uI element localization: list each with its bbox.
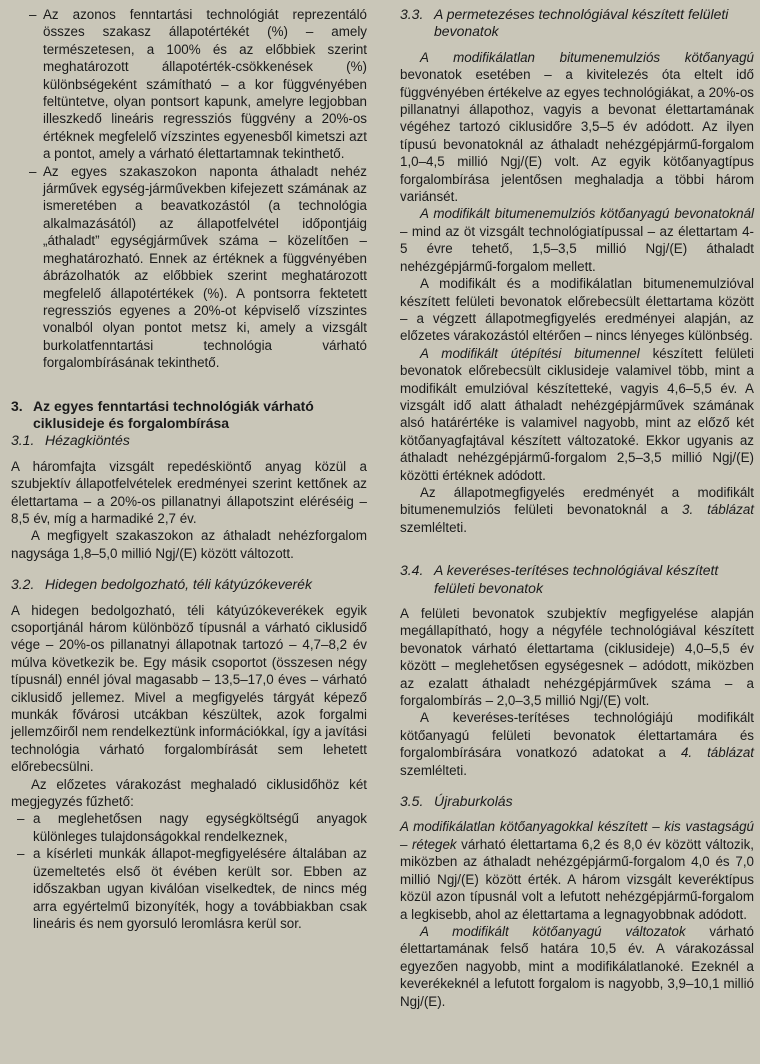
paragraph-text: bevonatok esetében – a kivitelezés óta eltelt idő függvényében értékelve az egyes technológiákat, a 20%-os pillanatnyi állapothoz, vagyis a bevonat élettartamának végéhez tartozó ciklusidőre 3,5–5 év adódott. Az ilyen típusú bevonatoknál az áthaladt nehézgépjármű-forgalom 1,0–4,5 millió Ngj/(E) volt. Az egyik kötőanyagtípus forgalombírása jelentősen meghaladja a többi három variánsét. — [400, 67, 754, 205]
method-bullet-list — [11, 6, 367, 372]
section-number: 3.3. — [400, 6, 424, 22]
section-3-2-heading — [11, 576, 367, 593]
section-3-heading — [11, 398, 367, 433]
table-reference: 3. táblázat — [682, 502, 754, 518]
paragraph — [400, 205, 754, 275]
paragraph: A hidegen bedolgozható, téli kátyúzókeverékek egyik csoportjánál három különböző típusnál a várható ciklusidő vége – 20%-os pillanatnyi állapotnak tartozó – 4,7–8,2 év múlva következik be. Egy másik csoportot (összesen négy típusnál) ennél jóval magasabb – 13,5–17,0 éves – várható ciklusidő jellemez. Mivel a megfigyelés tárgyát képező munkák fővárosi utcákban készültek, azok forgalmi jellemzőiről nem rendelkeztünk információkkal, így a javítási technológia várható forgalombírását sem lehetett előrebecsülni. — [11, 602, 367, 775]
section-title: Hézagkiöntés — [45, 432, 130, 449]
remark-item: – a kísérleti munkák állapot-megfigyelésére általában az üzemeltetés első öt évében került sor. Ebben az időszakban ugyan kiválóan viselkedtek, de nincs még arra egyértelmű bizonyíték, hogy a továbbiakban csak lineáris és nem gyorsuló leromlásra kerül sor. — [11, 845, 367, 932]
emphasis: A modifikálatlan kötőanyagokkal készített – kis vastagságú – rétegek — [400, 819, 754, 852]
section-3-5-heading — [400, 793, 754, 810]
paragraph — [400, 484, 754, 536]
paragraph — [400, 49, 754, 206]
section-title: Az egyes fenntartási technológiák várható ciklusideje és forgalombírása — [33, 397, 314, 431]
emphasis: A modifikált kötőanyagú változatok — [420, 923, 686, 939]
paragraph — [400, 923, 754, 1010]
method-bullet: – Az egyes szakaszokon naponta áthaladt nehéz járművek egység-járművekben kifejezett számának az ismeretében a beavatkozástól (a technológia alkalmazásától) az állapotfelvétel időpontjáig „áthaladt” egységjárművek száma – közelítően – meghatározható. Ennek az értéknek a függvényében ábrázolhatók az előbbiek szerint meghatározott megfelelő állapotértékek (%). A pontsorra fektetett regressziós egyenes a 20%-ot képviselő vízszintes vonalból olyan pontot metsz ki, amely a vizsgált burkolatfenntartási technológia várható forgalombírásának tekinthető. — [11, 163, 367, 372]
paragraph: A modifikált és a modifikálatlan bitumenemulzióval készített felületi bevonatok előrebecsült élettartama között – a végzett állapotmegfigyelés eredményei alapján, az előzetes várakozástól eltérően – nincs lényeges különbség. — [400, 276, 754, 344]
section-number: 3.2. — [11, 576, 35, 593]
section-title: A permetezéses technológiával készített felületi bevonatok — [434, 6, 729, 40]
paragraph: A felületi bevonatok szubjektív megfigyelése alapján megállapítható, hogy a négyféle technológiával készített bevonatok várható élettartama (ciklusideje) 4,0–5,5 év között – meglehetősen egységesnek – adódott, miközben az ezalatt áthaladt nehézgépjárművek száma – a forgalombírás – 2,0–3,5 millió Ngj/(E) volt. — [400, 606, 754, 709]
section-3-1-heading — [11, 432, 367, 449]
section-title: A keveréses-terítéses technológiával készített felületi bevonatok — [434, 562, 719, 596]
section-3-4-heading — [400, 562, 754, 597]
section-title: Újraburkolás — [434, 793, 513, 810]
section-3-3-heading — [400, 6, 754, 41]
remark-list — [11, 810, 367, 932]
section-number: 3.5. — [400, 793, 424, 810]
paragraph-text: Az állapotmegfigyelés eredményét a modifikált bitumenemulziós felületi bevonatoknál a — [400, 484, 754, 518]
right-column — [400, 6, 754, 1010]
section-number: 3.1. — [11, 432, 35, 449]
method-bullet: – Az azonos fenntartási technológiát reprezentáló összes szakasz állapotértékét (%) – amely természetesen, a 100% és az előbbiek szerint meghatározott állapotérték-csökkenések (%) különbségeként számítható – a kor függvényében feltüntetve, olyan pontsort kapunk, amelyre legjobban illeszkedő lineáris regressziós függvény a 20%-os értéknek megfelelő vízszintes egyenesből kimetszi azt a pontot, amely a várható élettartamnak tekinthető. — [11, 6, 367, 163]
paragraph-text: – mind az öt vizsgált technológiatípussal – az élettartam 4-5 évre tehető, 1,5–3,5 millió Ngj/(E) áthaladt nehézgépjármű-forgalom mellett. — [400, 223, 754, 274]
paragraph: Az előzetes várakozást meghaladó ciklusidőhöz két megjegyzés fűzhető: — [11, 776, 367, 810]
paragraph — [400, 709, 754, 779]
paragraph-text: várható élettartama 6,2 és 8,0 év között változik, miközben az áthaladt nehézgépjármű-forgalom 4,0 és 7,0 millió Ngj/(E) között érték. A három vizsgált keveréktípus közül azon típusnál volt a lefutott nehézgépjármű-forgalom a legkisebb, ahol az élettartama a legnagyobbnak adódott. — [400, 836, 754, 922]
section-number: 3. — [11, 397, 23, 414]
paragraph — [400, 345, 754, 484]
emphasis: A modifikált útépítési bitumennel — [420, 345, 640, 361]
remark-item: – a meglehetősen nagy egységköltségű anyagok különleges tulajdonságokkal rendelkeznek, — [11, 810, 367, 845]
paragraph-text: várható élettartamának felső határa 10,5 év. A várakozással egyezően nagyobb, mint a modifikálatlanoké. Ezeknél a keverékeknél a lefutott forgalom is nagyobb, 3,9–10,1 millió Ngj/(E). — [400, 923, 755, 1009]
paragraph — [400, 818, 754, 922]
emphasis: A modifikálatlan bitumenemulziós kötőanyagú — [420, 49, 754, 65]
paragraph-text: A keveréses-terítéses technológiájú modifikált kötőanyagú felületi bevonatok élettartamára és forgalombírására vonatkozó adatokat a — [400, 710, 754, 761]
paragraph-text: szemlélteti. — [400, 519, 467, 535]
paragraph: A megfigyelt szakaszokon az áthaladt nehézforgalom nagysága 1,8–5,0 millió Ngj/(E) között változott. — [11, 528, 367, 561]
paragraph-text: szemlélteti. — [400, 762, 467, 778]
emphasis: A modifikált bitumenemulziós kötőanyagú bevonatoknál — [420, 206, 754, 222]
table-reference: 4. táblázat — [680, 745, 754, 761]
section-title: Hidegen bedolgozható, téli kátyúzókeverék — [45, 576, 312, 593]
section-number: 3.4. — [400, 562, 424, 579]
paragraph-text: készített felületi bevonatok előrebecsült ciklusideje valamivel több, mint a modifikált emulzióval készítetteké, vagyis 4,6–5,5 év. A vizsgált idő alatt áthaladt nehézgépjárművek számának alsó határértéke is valamivel nagyobb, mint az előző két kötőanyagfajtával készített változatoké. Ekkor ugyanis az áthaladt nehézgépjármű-forgalom 2,5–3,5 millió Ngj/(E) közötti értéknek adódott. — [400, 345, 754, 483]
left-column — [11, 6, 367, 932]
paragraph: A háromfajta vizsgált repedéskiöntő anyag közül a szubjektív állapotfelvételek eredményei szerint kettőnek az élettartama – a 20%-os pillanatnyi állapotszint eléréséig – 8,5 év, míg a harmadiké 2,7 év. — [11, 458, 367, 526]
